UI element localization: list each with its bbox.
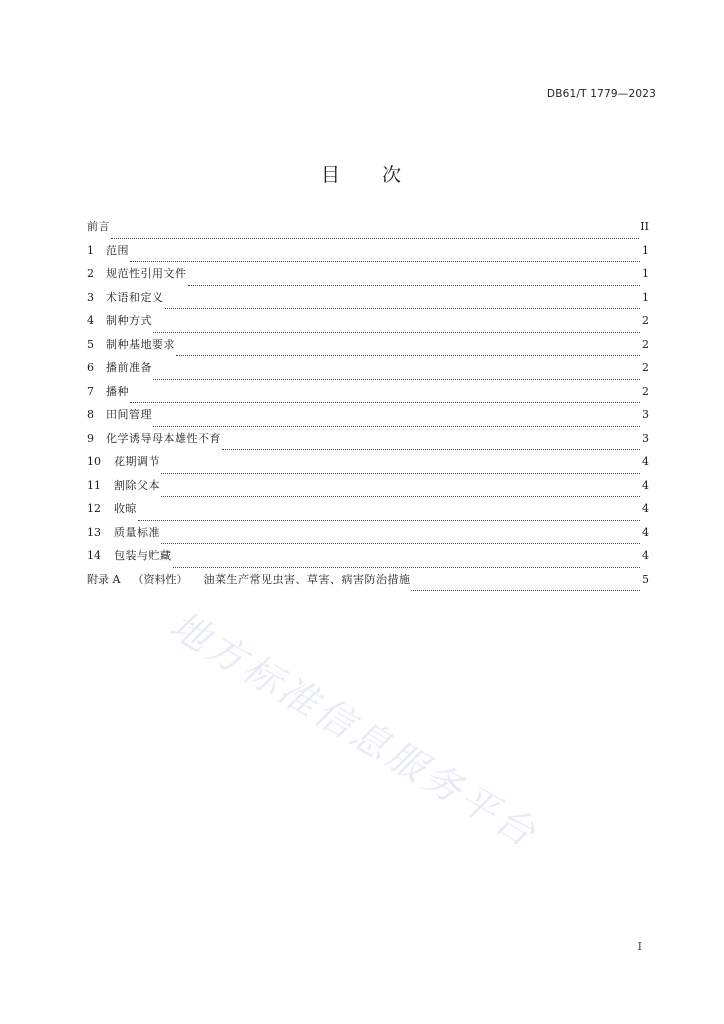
toc-entry-page: 1 [642, 290, 649, 304]
toc-entry-number: 10 [87, 455, 101, 468]
toc-entry-title: 油菜生产常见虫害、草害、病害防治措施 [203, 572, 411, 586]
toc-entry-page: 4 [642, 478, 649, 492]
toc-heading [0, 160, 724, 187]
toc-entry-8[interactable] [87, 407, 649, 431]
toc-entry-number: 2 [87, 267, 94, 280]
toc-entry-page: 3 [642, 408, 649, 421]
toc-leader-dots [153, 425, 640, 427]
toc-entry-title: 收晾 [114, 502, 137, 515]
toc-entry-13[interactable] [87, 525, 649, 549]
toc-leader-dots [161, 472, 640, 474]
toc-leader-dots [130, 260, 640, 262]
toc-leader-dots [138, 519, 640, 521]
toc-entry-14[interactable] [87, 548, 649, 572]
toc-leader-dots [153, 331, 640, 333]
toc-entry-number: 5 [87, 337, 94, 351]
toc-leader-dots [173, 566, 641, 568]
toc-entry-5[interactable] [87, 337, 649, 361]
toc-entry-title: 化学诱导母本雄性不育 [106, 431, 221, 445]
toc-entry-title: 播前准备 [106, 361, 152, 374]
appendix-label: 附录 A [87, 572, 121, 586]
toc-leader-dots [161, 542, 640, 544]
toc-leader-dots [153, 378, 640, 380]
toc-entry-3[interactable] [87, 290, 649, 314]
toc-entry-number: 3 [87, 290, 94, 304]
toc-entry-4[interactable] [87, 313, 649, 337]
page-number: I [637, 940, 642, 953]
toc-heading-part2: 次 [382, 164, 404, 186]
toc-entry-number: 4 [87, 314, 94, 327]
toc-entry-2[interactable] [87, 266, 649, 290]
document-code: DB61/T 1779—2023 [546, 88, 656, 100]
toc-entry-title: 制种方式 [106, 314, 152, 327]
toc-entry-number: 9 [87, 431, 94, 445]
toc-entry-7[interactable] [87, 384, 649, 408]
toc-entry-1[interactable] [87, 243, 649, 267]
watermark-text: 地方标准信息服务平台 [162, 602, 546, 857]
toc-entry-number: 1 [87, 243, 94, 257]
toc-leader-dots [188, 284, 641, 286]
toc-entry-number: 11 [87, 478, 101, 492]
toc-entry-appendix-a[interactable] [87, 572, 649, 596]
toc-leader-dots [165, 307, 641, 309]
toc-heading-part1: 目 [320, 164, 342, 186]
toc-entry-page: 1 [642, 243, 649, 257]
toc-entry-page: II [640, 220, 649, 233]
toc-entry-title: 前言 [87, 220, 110, 233]
toc-entry-number: 8 [87, 408, 94, 421]
toc-entry-page: 2 [642, 384, 649, 398]
toc-entry-number: 14 [87, 549, 101, 562]
toc-entry-12[interactable] [87, 501, 649, 525]
toc-entry-11[interactable] [87, 478, 649, 502]
toc-entry-page: 4 [642, 502, 649, 515]
toc-entry-number: 13 [87, 525, 101, 539]
toc-entry-page: 2 [642, 361, 649, 374]
toc-entry-page: 4 [642, 549, 649, 562]
toc-entry-page: 1 [642, 267, 649, 280]
toc-entry-page: 5 [642, 572, 649, 586]
toc-entry-title: 范围 [106, 243, 129, 257]
toc-entry-foreword[interactable] [87, 219, 649, 243]
toc-entry-6[interactable] [87, 360, 649, 384]
toc-entry-title: 田间管理 [106, 408, 152, 421]
toc-leader-dots [130, 401, 640, 403]
toc-entry-number: 12 [87, 502, 101, 515]
toc-entry-title: 规范性引用文件 [106, 267, 187, 280]
appendix-kind: （资料性） [132, 572, 188, 586]
toc-entry-page: 2 [642, 337, 649, 351]
toc-leader-dots [411, 589, 640, 591]
toc-entry-title: 制种基地要求 [106, 337, 175, 351]
toc-entry-page: 2 [642, 314, 649, 327]
toc-leader-dots [161, 495, 640, 497]
toc-entry-number: 7 [87, 384, 94, 398]
table-of-contents [87, 219, 649, 595]
toc-entry-title: 花期调节 [114, 455, 160, 468]
toc-entry-title: 包装与贮藏 [114, 549, 172, 562]
toc-entry-page: 4 [642, 525, 649, 539]
toc-entry-page: 4 [642, 455, 649, 468]
toc-entry-title: 播种 [106, 384, 129, 398]
toc-entry-page: 3 [642, 431, 649, 445]
toc-entry-title: 质量标准 [114, 525, 160, 539]
toc-leader-dots [222, 448, 640, 450]
toc-leader-dots [111, 237, 639, 239]
toc-entry-number: 6 [87, 361, 94, 374]
toc-entry-title: 割除父本 [114, 478, 160, 492]
toc-entry-10[interactable] [87, 454, 649, 478]
toc-entry-title: 术语和定义 [106, 290, 164, 304]
toc-leader-dots [176, 354, 640, 356]
toc-entry-9[interactable] [87, 431, 649, 455]
